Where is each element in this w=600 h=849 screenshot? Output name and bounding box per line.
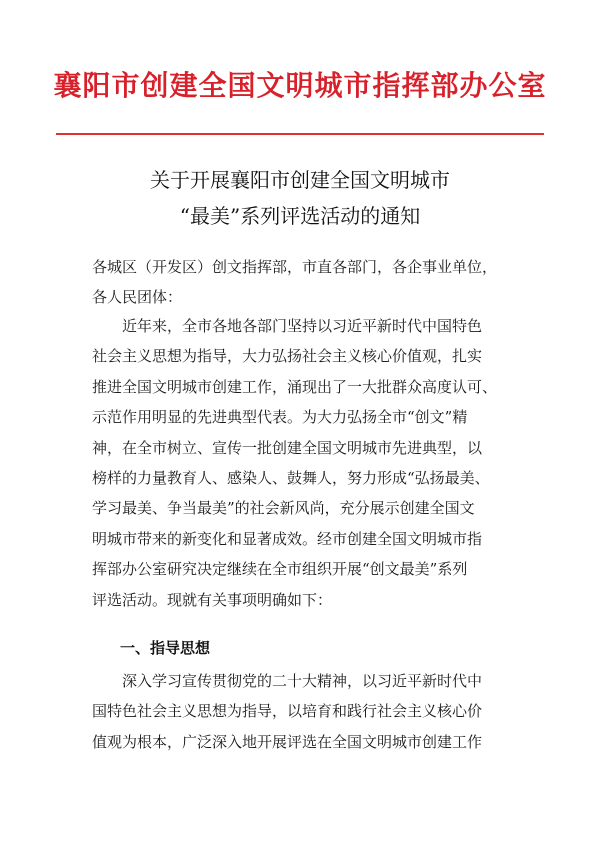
paragraph-line: 推进全国文明城市创建工作，涌现出了一大批群众高度认可、 [92, 377, 498, 396]
title-line-2: “最美”系列评选活动的通知 [179, 204, 421, 228]
paragraph-line: 挥部办公室研究决定继续在全市组织开展“创文最美”系列 [92, 560, 468, 579]
intro-paragraph [92, 311, 512, 615]
section-heading-guiding-ideology: 一、指导思想 [120, 639, 211, 657]
document-title [0, 162, 600, 234]
salutation [92, 252, 512, 313]
paragraph-line: 示范作用明显的先进典型代表。为大力弘扬全市“创文”精 [92, 408, 468, 427]
title-line-1: 关于开展襄阳市创建全国文明城市 [150, 168, 450, 192]
salutation-line-1: 各城区（开发区）创文指挥部，市直各部门，各企事业单位， [92, 258, 498, 276]
paragraph-line: 近年来，全市各地各部门坚持以习近平新时代中国特色 [122, 317, 483, 335]
paragraph-line: 学习最美、争当最美”的社会新风尚，充分展示创建全国文 [92, 499, 475, 518]
header-divider [56, 133, 544, 135]
section1-paragraph [92, 666, 512, 757]
organization-header: 襄阳市创建全国文明城市指挥部办公室 [53, 69, 547, 102]
paragraph-line: 国特色社会主义思想为指导，以培育和践行社会主义核心价 [92, 702, 483, 721]
paragraph-line: 神，在全市树立、宣传一批创建全国文明城市先进典型，以 [92, 438, 483, 457]
paragraph-line: 榜样的力量教育人、感染人、鼓舞人，努力形成“弘扬最美、 [92, 469, 490, 488]
paragraph-line: 评选活动。现就有关事项明确如下： [92, 590, 333, 609]
paragraph-line: 社会主义思想为指导，大力弘扬社会主义核心价值观，扎实 [92, 347, 483, 366]
paragraph-line: 明城市带来的新变化和显著成效。经市创建全国文明城市指 [92, 529, 483, 548]
paragraph-line: 值观为根本，广泛深入地开展评选在全国文明城市创建工作 [92, 732, 483, 751]
salutation-line-2: 各人民团体： [92, 288, 183, 307]
paragraph-line: 深入学习宣传贯彻党的二十大精神，以习近平新时代中 [122, 672, 483, 690]
